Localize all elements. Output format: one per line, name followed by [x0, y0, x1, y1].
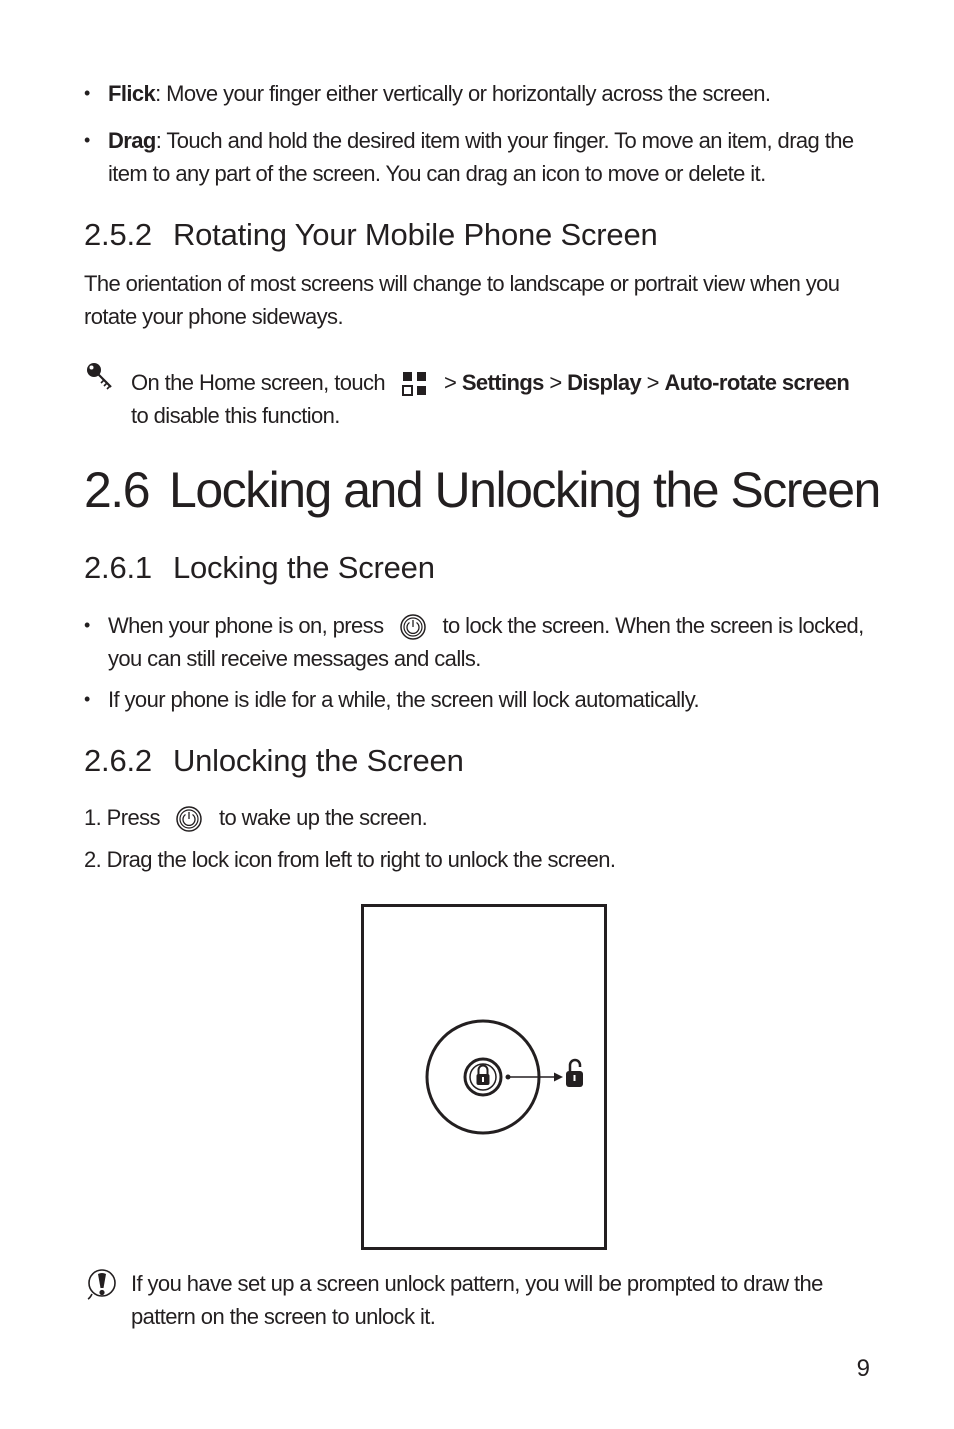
drag-description: : Touch and hold the desired item with your finger. To move an item, drag the [155, 128, 854, 153]
section-number: 2.5.2 [84, 217, 152, 252]
tip-text-line2: to disable this function. [131, 403, 340, 428]
section-heading-262 [84, 741, 464, 781]
bullet-text-line2: you can still receive messages and calls. [108, 646, 481, 671]
flick-description: : Move your finger either vertically or horizontally across the screen. [155, 81, 771, 106]
menu-settings: Settings [461, 370, 544, 395]
section-heading-26 [84, 460, 880, 520]
section-heading-261 [84, 548, 435, 588]
drag-term: Drag [108, 128, 156, 153]
section-title: Rotating Your Mobile Phone Screen [172, 217, 658, 252]
paragraph-line: The orientation of most screens will change to landscape or portrait view when you [84, 271, 840, 296]
unlock-step-2: 2. Drag the lock icon from left to right to unlock the screen. [84, 847, 616, 872]
unlock-pattern-note [131, 1267, 911, 1333]
menu-separator: > [641, 370, 665, 395]
bullet-marker: • [84, 615, 91, 635]
unlock-screen-illustration [361, 904, 607, 1250]
bullet-marker: • [84, 83, 91, 103]
paragraph-line: rotate your phone sideways. [84, 304, 343, 329]
section-heading-252 [84, 215, 658, 255]
caution-icon [87, 1268, 119, 1302]
note-text-line2: pattern on the screen to unlock it. [131, 1304, 436, 1329]
menu-separator: > [438, 370, 462, 395]
section-number: 2.6.1 [84, 550, 152, 585]
power-button-icon [167, 805, 211, 833]
flick-term: Flick [108, 81, 156, 106]
section-title: Locking and Unlocking the Screen [169, 462, 880, 518]
menu-separator: > [543, 370, 568, 395]
bullet-text: When your phone is on, press [108, 613, 384, 638]
page-number: 9 [856, 1355, 870, 1382]
step-text: 1. Press [84, 805, 160, 830]
power-button-icon [391, 613, 435, 641]
drag-bullet [108, 124, 898, 190]
menu-display: Display [567, 370, 642, 395]
locked-padlock-icon [465, 1059, 501, 1095]
drag-description-line2: item to any part of the screen. You can drag an icon to move or delete it. [108, 161, 766, 186]
flick-bullet [108, 77, 888, 110]
rotation-paragraph [84, 267, 884, 333]
menu-auto-rotate-screen: Auto-rotate screen [664, 370, 850, 395]
lock-bullet-1 [108, 609, 908, 675]
section-number: 2.6 [84, 462, 150, 518]
tip-note [131, 366, 901, 432]
app-launcher-icon [397, 370, 437, 398]
tip-text: On the Home screen, touch [131, 370, 386, 395]
tip-key-icon [86, 362, 118, 392]
section-title: Locking the Screen [172, 550, 435, 585]
lock-bullet-2: If your phone is idle for a while, the screen will lock automatically. [108, 687, 699, 712]
section-number: 2.6.2 [84, 743, 152, 778]
section-title: Unlocking the Screen [172, 743, 464, 778]
note-text: If you have set up a screen unlock pattern, you will be prompted to draw the [131, 1271, 823, 1296]
bullet-marker: • [84, 130, 91, 150]
step-text: to wake up the screen. [218, 805, 428, 830]
unlock-step-1 [84, 801, 884, 834]
bullet-text: to lock the screen. When the screen is locked, [442, 613, 864, 638]
bullet-marker: • [84, 689, 91, 709]
